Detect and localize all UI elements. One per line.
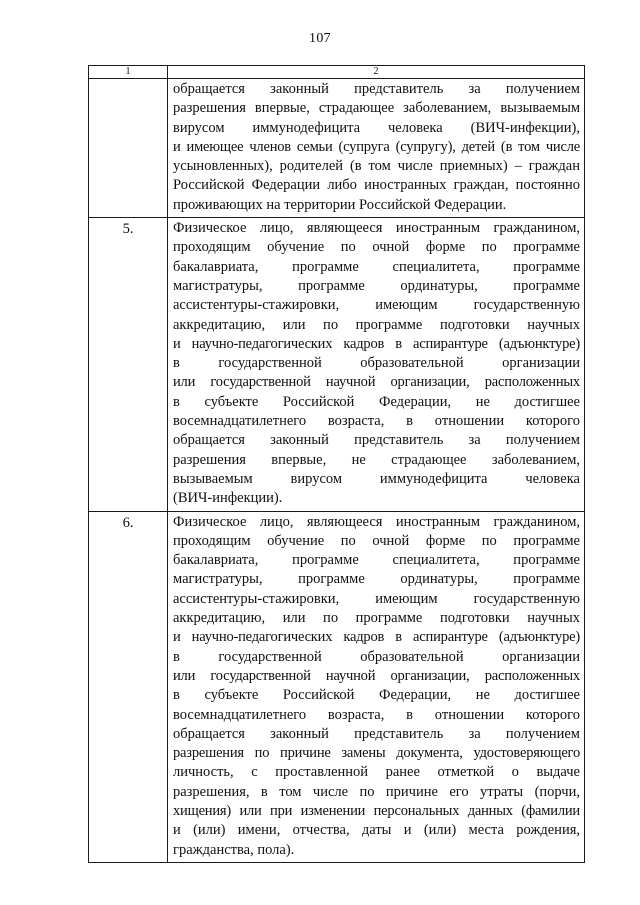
text-line: в государственной образовательной организации [173,355,580,372]
table-row [89,511,585,862]
text-line: восемнадцатилетнего возраста, в отношении которого [173,413,580,430]
text-line: или государственной научной организации, расположенных [173,374,580,391]
row-number [89,79,168,218]
row-number: 6. [89,511,168,862]
text-line: бакалавриата, программе специалитета, программе [173,552,580,569]
column-header-1: 1 [89,66,168,79]
text-line: хищения) или при изменении персональных данных (фамилии [173,802,580,819]
text-line: в субъекте Российской Федерации, не достигшее [173,393,580,410]
text-line: и научно-педагогических кадров в аспирантуре (адъюнктуре) [173,629,580,646]
row-text [168,511,585,862]
column-header-2: 2 [168,66,585,79]
text-line: ассистентуры-стажировки, имеющим государственную [173,297,580,314]
text-line: проходящим обучение по очной форме по программе [173,239,580,256]
text-line: аккредитацию, или по программе подготовки научных [173,316,580,333]
text-line: в субъекте Российской Федерации, не достигшее [173,687,580,704]
text-line: личность, с проставленной ранее отметкой о выдаче [173,764,580,781]
text-line: усыновленных), родителей (в том числе приемных) – граждан [173,158,580,175]
table-header-row [89,66,585,79]
text-line: Физическое лицо, являющееся иностранным гражданином, [173,513,580,530]
text-line: ассистентуры-стажировки, имеющим государственную [173,590,580,607]
text-line: гражданства, пола). [173,841,295,858]
text-line: магистратуры, программе ординатуры, программе [173,571,580,588]
text-line: и имеющее членов семьи (супруга (супругу), детей (в том числе [173,138,580,155]
text-line: Физическое лицо, являющееся иностранным гражданином, [173,220,580,237]
text-line: обращается законный представитель за получением [173,725,580,742]
text-line: или государственной научной организации, расположенных [173,667,580,684]
text-line: бакалавриата, программе специалитета, программе [173,258,580,275]
text-line: и (или) имени, отчества, даты и (или) места рождения, [173,822,580,839]
text-line: магистратуры, программе ординатуры, программе [173,277,580,294]
row-number: 5. [89,218,168,511]
page-number: 107 [309,31,331,46]
text-line: вирусом иммунодефицита человека (ВИЧ-инфекции), [173,119,580,136]
document-table [88,65,585,863]
text-line: проживающих на территории Российской Федерации. [173,196,507,213]
text-line: проходящим обучение по очной форме по программе [173,532,580,549]
text-line: (ВИЧ-инфекции). [173,490,283,507]
text-line: в государственной образовательной организации [173,648,580,665]
text-line: разрешения впервые, не страдающее заболеванием, [173,451,580,468]
text-line: разрешения по причине замены документа, удостоверяющего [173,745,580,762]
text-line: разрешения, в том числе по причине его утраты (порчи, [173,783,580,800]
row-text [168,79,585,218]
text-line: обращается законный представитель за получением [173,432,580,449]
table-row [89,218,585,511]
text-line: разрешения впервые, страдающее заболеванием, вызываемым [173,100,580,117]
text-line: вызываемым вирусом иммунодефицита человека [173,470,580,487]
text-line: и научно-педагогических кадров в аспирантуре (адъюнктуре) [173,335,580,352]
text-line: Российской Федерации либо иностранных граждан, постоянно [173,177,580,194]
text-line: восемнадцатилетнего возраста, в отношении которого [173,706,580,723]
text-line: обращается законный представитель за получением [173,81,580,97]
text-line: аккредитацию, или по программе подготовки научных [173,610,580,627]
table-row [89,79,585,218]
row-text [168,218,585,511]
